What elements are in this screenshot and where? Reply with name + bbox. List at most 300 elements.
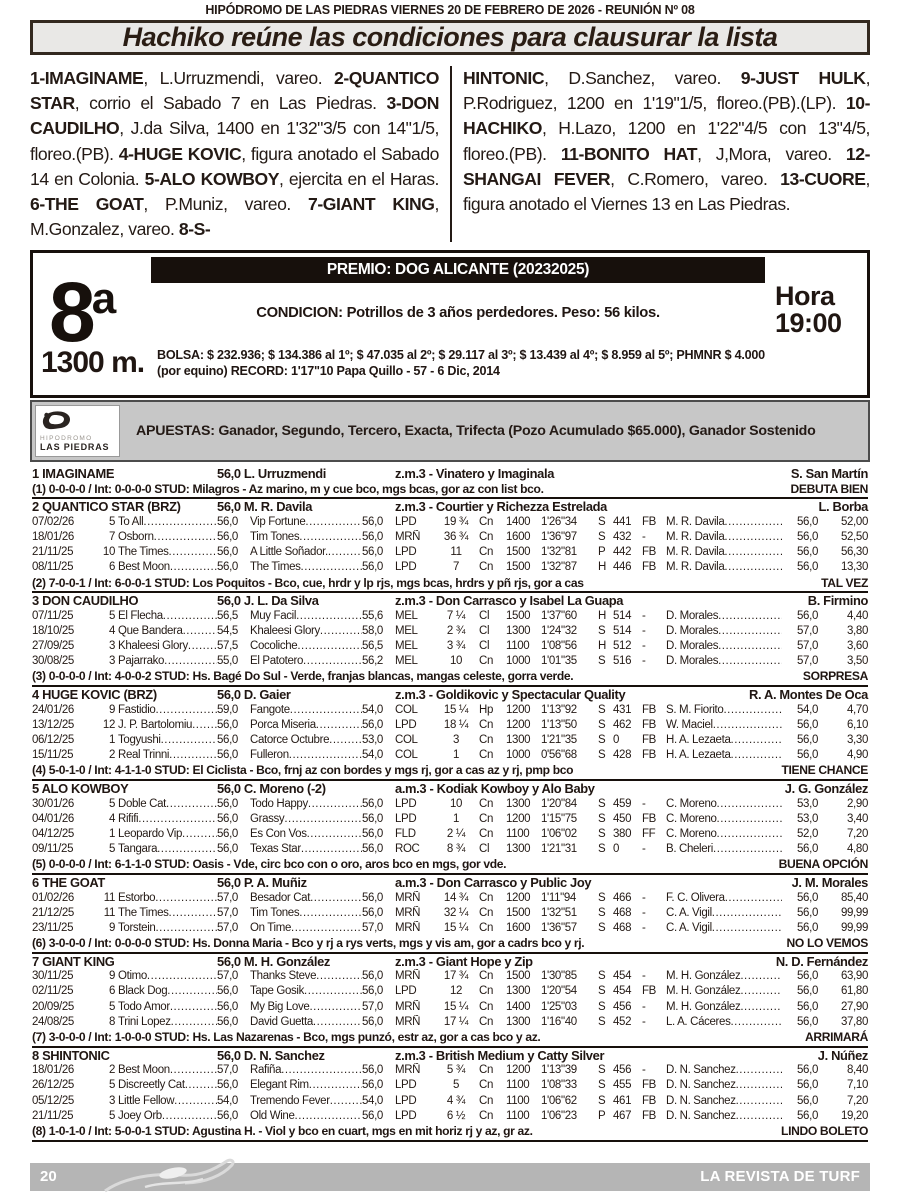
pp-position: 9 xyxy=(108,921,115,934)
past-performance-row xyxy=(32,891,868,906)
pp-distance: 1300 xyxy=(506,624,531,637)
pp-time: 1'24"32 xyxy=(541,624,577,637)
pp-jockey: M. R. Davila ..... xyxy=(666,515,782,530)
pp-rival1: Trini Lopez ..... xyxy=(118,1015,217,1030)
pp-shoes: FB xyxy=(642,1094,656,1107)
pp-rival2: Texas Star ..... xyxy=(250,842,362,857)
hora-block xyxy=(775,283,871,337)
pp-position: 5 xyxy=(108,1079,115,1092)
pp-carried-weight: 56,0 xyxy=(797,530,818,543)
pp-rival1: The Times ..... xyxy=(118,906,217,921)
pp-position: 5 xyxy=(108,797,115,810)
pp-margin: 15 ¼ xyxy=(443,1000,469,1013)
pp-date: 21/11/25 xyxy=(32,546,74,559)
pp-track: LPD xyxy=(395,985,417,998)
pp-weight2: 54,0 xyxy=(362,703,383,716)
pp-carried-weight: 57,0 xyxy=(797,640,818,653)
past-performance-row xyxy=(32,545,868,560)
horse-number: 7 xyxy=(32,953,39,969)
pp-rival2: Tape Gosik ..... xyxy=(250,984,362,999)
pp-rival1: J. P. Bartolomiu ..... xyxy=(118,718,217,733)
pp-weight1: 57,0 xyxy=(217,970,238,983)
pp-distance: 1100 xyxy=(506,827,530,840)
pp-track: COL xyxy=(395,734,418,747)
pp-odds: 19,20 xyxy=(840,1109,868,1122)
horse-number: 3 xyxy=(32,593,39,609)
pp-track: LPD xyxy=(395,797,417,810)
pp-carried-weight: 56,0 xyxy=(797,609,818,622)
past-performance-row xyxy=(32,1109,868,1124)
pp-track: LPD xyxy=(395,1109,417,1122)
pp-rival2: Fangote ..... xyxy=(250,703,362,718)
pp-race-type: Cn xyxy=(479,734,494,747)
pp-weight1: 57,0 xyxy=(217,891,238,904)
pp-rival1: Rififi ..... xyxy=(118,812,217,827)
pp-date: 26/12/25 xyxy=(32,1079,74,1092)
pp-shoes: FB xyxy=(642,812,656,825)
pp-rival1: El Flecha ..... xyxy=(118,609,217,624)
pp-weight1: 56,0 xyxy=(217,1015,238,1028)
pp-race-type: Cn xyxy=(479,1079,494,1092)
pp-race-type: Cn xyxy=(479,515,494,528)
pp-carried-weight: 53,0 xyxy=(797,797,818,810)
entry-header-row xyxy=(32,593,868,609)
pp-shoes: - xyxy=(642,624,646,637)
pp-carried-weight: 56,0 xyxy=(797,515,818,528)
pp-margin: 15 ¼ xyxy=(443,703,469,716)
pp-odds: 3,60 xyxy=(847,640,868,653)
pp-weight2: 54,0 xyxy=(362,1094,383,1107)
pp-rival2: Elegant Rim ..... xyxy=(250,1078,362,1093)
horse-name: IMAGINAME xyxy=(42,466,115,481)
entry-block xyxy=(32,499,868,593)
pp-position: 5 xyxy=(108,609,115,622)
pp-body-weight: 446 xyxy=(613,561,632,574)
pp-weight1: 56,0 xyxy=(217,546,238,559)
pp-time: 1'32"51 xyxy=(541,906,577,919)
pp-odds: 99,99 xyxy=(840,921,868,934)
horse-number: 6 xyxy=(32,874,39,890)
entry-block xyxy=(32,781,868,875)
pp-track: LPD xyxy=(395,1079,417,1092)
pp-odds: 56,30 xyxy=(840,546,868,559)
pp-time: 1'37"60 xyxy=(541,609,577,622)
pp-margin: 11 xyxy=(450,546,462,559)
pp-distance: 1200 xyxy=(506,703,531,716)
pp-weight1: 57,0 xyxy=(217,1064,238,1077)
pp-jockey: B. Cheleri ..... xyxy=(666,842,782,857)
pp-margin: 2 ¾ xyxy=(446,624,466,637)
pp-margin: 7 xyxy=(452,561,460,574)
pp-rival2: The Times ..... xyxy=(250,560,362,575)
pp-weight1: 57,0 xyxy=(217,921,238,934)
pp-distance: 1100 xyxy=(506,1094,530,1107)
pp-distance: 1200 xyxy=(506,812,531,825)
pp-rival2: Tim Tones ..... xyxy=(250,530,362,545)
horse-mention: 3-DON CAUDILHO xyxy=(30,93,439,139)
pp-track: COL xyxy=(395,749,418,762)
horse-mention: 13-CUORE xyxy=(780,168,866,189)
pp-shoes: - xyxy=(642,655,646,668)
pp-time: 1'21"31 xyxy=(541,843,577,856)
pp-race-type: Cl xyxy=(479,843,490,856)
pp-carried-weight: 56,0 xyxy=(797,561,818,574)
weight-jockey: 56,0 D. N. Sanchez xyxy=(217,1047,325,1063)
pp-body-weight: 514 xyxy=(613,624,632,637)
pp-time: 1'13"50 xyxy=(541,718,577,731)
horse-name: GIANT KING xyxy=(42,953,115,969)
pp-weight1: 56,0 xyxy=(217,812,238,825)
pp-time: 1'06"62 xyxy=(541,1094,577,1107)
pp-distance: 1200 xyxy=(506,1064,531,1077)
article-text: , ejercita en el Haras. xyxy=(279,168,439,189)
trainer-name: B. Firmino xyxy=(807,593,868,609)
past-performance-rows xyxy=(32,1063,868,1124)
stats-row xyxy=(32,1124,868,1140)
pp-rival2: Tremendo Fever ..... xyxy=(250,1094,362,1109)
pp-jockey: S. M. Fiorito ..... xyxy=(666,703,782,718)
pp-position: 3 xyxy=(108,1094,115,1107)
distance-text: 1300 m. xyxy=(41,346,145,379)
comment-text: LINDO BOLETO xyxy=(781,1123,868,1138)
pp-rival1: Tangara ..... xyxy=(118,842,217,857)
pp-odds: 85,40 xyxy=(840,891,868,904)
pp-jockey: D. N. Sanchez ..... xyxy=(666,1094,782,1109)
pp-weight2: 56,0 xyxy=(362,843,383,856)
horse-mention: 7-GIANT KING xyxy=(308,194,435,215)
stats-row xyxy=(32,1030,868,1046)
stats-text: (6) 3-0-0-0 / Int: 0-0-0-0 STUD: Hs. Donna Maria - Bco y rj a rys verts, mgs y vis am, gor a cadrs bco y rj. xyxy=(32,936,585,951)
stats-row xyxy=(32,763,868,779)
pp-date: 06/12/25 xyxy=(32,734,74,747)
horse-number: 8 xyxy=(32,1047,39,1063)
pp-time: 1'21"35 xyxy=(541,734,577,747)
pp-weight2: 57,0 xyxy=(362,1000,383,1013)
pp-weight1: 56,0 xyxy=(217,749,238,762)
pp-date: 30/11/25 xyxy=(32,970,74,983)
pp-odds: 27,90 xyxy=(840,1000,868,1013)
pp-jockey: D. N. Sanchez ..... xyxy=(666,1063,782,1078)
pp-odds: 3,30 xyxy=(847,734,868,747)
pp-odds: 7,20 xyxy=(847,1094,868,1107)
race-number-suffix: a xyxy=(91,274,117,323)
pp-rival1: Todo Amor ..... xyxy=(118,1000,217,1015)
pp-time: 1'06"23 xyxy=(541,1109,577,1122)
pp-track: LPD xyxy=(395,718,417,731)
pp-race-type: Cn xyxy=(479,985,494,998)
pp-body-weight: 454 xyxy=(613,985,632,998)
trainer-name: J. G. González xyxy=(784,781,868,796)
pp-position: 9 xyxy=(108,703,115,716)
premio-banner: PREMIO: DOG ALICANTE (20232025) xyxy=(151,257,765,283)
pp-time: 0'56"68 xyxy=(541,749,577,762)
pp-weight2: 56,0 xyxy=(362,1109,383,1122)
pp-weight1: 59,0 xyxy=(217,703,238,716)
pp-margin: 1 xyxy=(452,749,460,762)
horse-mention: 2-QUANTICO STAR xyxy=(30,68,439,114)
pp-position: 3 xyxy=(108,655,115,668)
pp-weight2: 56,0 xyxy=(362,718,383,731)
pp-race-type: Cn xyxy=(479,546,494,559)
article-right-column xyxy=(450,66,870,242)
past-performance-row xyxy=(32,733,868,748)
pp-race-type: Cn xyxy=(479,1064,494,1077)
pp-race-type: Cn xyxy=(479,1000,494,1013)
past-performance-row xyxy=(32,1000,868,1015)
entry-block xyxy=(32,466,868,499)
pp-odds: 3,50 xyxy=(847,655,868,668)
past-performance-row xyxy=(32,1078,868,1093)
pp-distance: 1100 xyxy=(506,1079,530,1092)
pp-position: 6 xyxy=(108,985,115,998)
past-performance-row xyxy=(32,984,868,999)
pp-carried-weight: 57,0 xyxy=(797,624,818,637)
past-performance-row xyxy=(32,842,868,857)
brand-name: LA REVISTA DE TURF xyxy=(700,1168,860,1185)
pp-rival2: Es Con Vos ..... xyxy=(250,827,362,842)
pp-track-condition: S xyxy=(598,1094,606,1107)
pp-date: 27/09/25 xyxy=(32,640,74,653)
pp-track: MRÑ xyxy=(395,1000,421,1013)
pp-shoes: - xyxy=(642,530,646,543)
pp-rival2: My Big Love ..... xyxy=(250,1000,362,1015)
pp-jockey: W. Maciel ..... xyxy=(666,718,782,733)
pp-carried-weight: 56,0 xyxy=(797,921,818,934)
pp-rival2: Tim Tones ..... xyxy=(250,906,362,921)
pp-track: MEL xyxy=(395,640,418,653)
pp-shoes: - xyxy=(642,970,646,983)
pp-weight2: 56,0 xyxy=(362,530,383,543)
trainer-name: L. Borba xyxy=(818,499,868,515)
pp-date: 30/08/25 xyxy=(32,655,74,668)
past-performance-row xyxy=(32,1015,868,1030)
past-performance-row xyxy=(32,1094,868,1109)
pedigree: z.m.3 - Goldikovic y Spectacular Quality xyxy=(395,687,626,703)
pp-time: 1'30"85 xyxy=(541,970,577,983)
weight-jockey: 56,0 L. Urruzmendi xyxy=(217,466,327,481)
pp-carried-weight: 52,0 xyxy=(797,827,818,840)
pp-carried-weight: 56,0 xyxy=(797,1079,818,1092)
pp-odds: 6,10 xyxy=(847,718,868,731)
pp-jockey: M. R. Davila ..... xyxy=(666,530,782,545)
pp-track-condition: S xyxy=(598,624,606,637)
pp-odds: 13,30 xyxy=(840,561,868,574)
race-card xyxy=(30,250,870,398)
pp-shoes: - xyxy=(642,1064,646,1077)
pp-rival2: Catorce Octubre ..... xyxy=(250,733,362,748)
pp-shoes: - xyxy=(642,906,646,919)
pp-weight1: 56,0 xyxy=(217,797,238,810)
pp-time: 1'01"35 xyxy=(541,655,577,668)
pp-margin: 12 xyxy=(449,985,463,998)
stats-row xyxy=(32,669,868,685)
pp-rival2: Rafiña ..... xyxy=(250,1063,362,1078)
pp-margin: 5 ¾ xyxy=(446,1064,466,1077)
pp-track: ROC xyxy=(395,843,420,856)
stats-text: (1) 0-0-0-0 / Int: 0-0-0-0 STUD: Milagros - Az marino, m y cue bco, mgs bcas, gor az con list bco. xyxy=(32,481,544,496)
apuestas-box xyxy=(30,400,870,462)
pp-margin: 36 ¾ xyxy=(443,530,469,543)
pp-carried-weight: 56,0 xyxy=(797,1109,818,1122)
pp-shoes: FB xyxy=(642,734,656,747)
horse-mention: 8-S- xyxy=(178,219,211,240)
pp-rival1: Estorbo ..... xyxy=(118,891,217,906)
horse-mention: 11-BONITO HAT xyxy=(560,143,698,164)
entry-header-row xyxy=(32,1048,868,1064)
entry-block xyxy=(32,954,868,1048)
pp-position: 1 xyxy=(108,734,115,747)
pp-track-condition: S xyxy=(598,970,606,983)
pp-track: MEL xyxy=(395,655,418,668)
pp-rival1: Togyushi ..... xyxy=(118,733,217,748)
horse-number: 2 xyxy=(32,499,39,515)
pp-jockey: D. N. Sanchez ..... xyxy=(666,1109,782,1124)
article-text: , H.Lazo, 1200 en 1'22"4/5 con 13"4/5, floreo.(PB). xyxy=(463,118,870,164)
pp-weight2: 55,6 xyxy=(362,609,383,622)
pp-time: 1'16"40 xyxy=(541,1015,577,1028)
pp-rival1: To All ..... xyxy=(118,515,217,530)
pp-odds: 4,80 xyxy=(847,843,868,856)
pp-body-weight: 456 xyxy=(613,1064,632,1077)
stats-text: (5) 0-0-0-0 / Int: 6-1-1-0 STUD: Oasis - Vde, circ bco con o oro, aros bco en mgs, gor vde. xyxy=(32,857,507,872)
article-text: , D.Sanchez, vareo. xyxy=(544,68,741,88)
horse-mention: 5-ALO KOWBOY xyxy=(144,168,280,189)
pp-track: LPD xyxy=(395,515,417,528)
pp-time: 1'15"75 xyxy=(541,812,577,825)
pp-body-weight: 432 xyxy=(613,530,632,543)
pp-track: LPD xyxy=(395,1094,417,1107)
pp-distance: 1300 xyxy=(506,797,531,810)
pp-carried-weight: 56,0 xyxy=(797,1064,818,1077)
pp-odds: 52,00 xyxy=(840,515,868,528)
pp-rival2: Porca Miseria ..... xyxy=(250,718,362,733)
entry-header-row xyxy=(32,954,868,970)
horse-mention: 12-SHANGAI FEVER xyxy=(463,143,870,189)
article-text: , L.Urruzmendi, vareo. xyxy=(143,68,335,88)
past-performance-row xyxy=(32,560,868,575)
pp-weight2: 57,0 xyxy=(362,921,383,934)
pp-rival1: Torstein ..... xyxy=(118,921,217,936)
comment-text: SORPRESA xyxy=(802,669,868,684)
past-performance-row xyxy=(32,906,868,921)
pp-track-condition: S xyxy=(598,718,606,731)
pp-distance: 1500 xyxy=(506,561,531,574)
pp-distance: 1400 xyxy=(506,1000,531,1013)
pp-weight1: 55,0 xyxy=(217,655,238,668)
pp-body-weight: 0 xyxy=(613,843,620,856)
pp-track: MRÑ xyxy=(395,1015,421,1028)
pp-rival2: Fulleron ..... xyxy=(250,748,362,763)
pp-time: 1'08"33 xyxy=(541,1079,577,1092)
pp-margin: 5 xyxy=(452,1079,460,1092)
pp-race-type: Hp xyxy=(479,703,494,716)
pp-shoes: - xyxy=(642,640,646,653)
past-performance-row xyxy=(32,703,868,718)
pp-odds: 3,40 xyxy=(847,812,868,825)
pp-carried-weight: 56,0 xyxy=(797,749,818,762)
pp-race-type: Cn xyxy=(479,970,494,983)
past-performance-row xyxy=(32,530,868,545)
pp-track: FLD xyxy=(395,827,416,840)
pedigree: z.m.3 - British Medium y Catty Silver xyxy=(395,1047,605,1063)
pp-jockey: C. Moreno ..... xyxy=(666,812,782,827)
pp-weight2: 56,0 xyxy=(362,1064,383,1077)
pp-carried-weight: 56,0 xyxy=(797,1094,818,1107)
pp-position: 5 xyxy=(108,1000,115,1013)
past-performance-row xyxy=(32,654,868,669)
page-number: 20 xyxy=(40,1168,57,1185)
pp-body-weight: 452 xyxy=(613,1015,632,1028)
entry-header-row xyxy=(32,687,868,703)
pp-shoes: - xyxy=(642,1000,646,1013)
pp-date: 24/08/25 xyxy=(32,1015,74,1028)
article-text: , P.Rodriguez, 1200 en 1'19"1/5, floreo.(PB).(LP). xyxy=(463,68,871,114)
pp-rival2: El Patotero ..... xyxy=(250,654,362,669)
pp-body-weight: 456 xyxy=(613,1000,632,1013)
pp-weight1: 56,0 xyxy=(217,843,238,856)
pp-race-type: Cn xyxy=(479,921,494,934)
pp-weight1: 56,0 xyxy=(217,1109,238,1122)
pp-track-condition: S xyxy=(598,797,606,810)
pp-position: 12 xyxy=(102,718,115,731)
comment-text: DEBUTA BIEN xyxy=(790,481,868,496)
pp-distance: 1000 xyxy=(506,655,531,668)
pp-date: 24/01/26 xyxy=(32,703,74,716)
logo-text-las-piedras: LAS PIEDRAS xyxy=(40,442,110,452)
pp-shoes: - xyxy=(642,891,646,904)
pp-margin: 19 ¾ xyxy=(443,515,469,528)
pp-carried-weight: 56,0 xyxy=(797,1015,818,1028)
horse-mention: 9-JUST HULK xyxy=(740,68,866,88)
pp-carried-weight: 56,0 xyxy=(797,734,818,747)
pp-body-weight: 380 xyxy=(613,827,632,840)
pp-body-weight: 442 xyxy=(613,546,632,559)
article-left-column xyxy=(30,66,450,242)
headline-box xyxy=(30,20,870,55)
pp-date: 04/12/25 xyxy=(32,827,74,840)
pp-weight1: 56,0 xyxy=(217,985,238,998)
pp-distance: 1300 xyxy=(506,1015,531,1028)
pp-distance: 1000 xyxy=(506,749,531,762)
pp-track-condition: S xyxy=(598,891,606,904)
weight-jockey: 56,0 C. Moreno (-2) xyxy=(217,781,326,796)
logo-text-hipodromo: HIPODROMO xyxy=(40,435,93,442)
pp-position: 3 xyxy=(108,640,115,653)
pp-shoes: - xyxy=(642,843,646,856)
pp-rival1: Little Fellow ..... xyxy=(118,1094,217,1109)
footer-bar xyxy=(30,1163,870,1191)
past-performance-row xyxy=(32,515,868,530)
pp-track-condition: S xyxy=(598,703,606,716)
pp-race-type: Cn xyxy=(479,1109,494,1122)
pp-margin: 32 ¼ xyxy=(443,906,469,919)
pp-position: 6 xyxy=(108,561,115,574)
pp-race-type: Cn xyxy=(479,797,494,810)
pp-position: 4 xyxy=(108,812,115,825)
stats-row xyxy=(32,857,868,873)
pp-odds: 7,10 xyxy=(847,1079,868,1092)
pp-weight1: 56,0 xyxy=(217,827,238,840)
pp-shoes: FB xyxy=(642,1079,656,1092)
hipodromo-logo xyxy=(35,405,120,457)
pp-distance: 1400 xyxy=(506,515,531,528)
pp-shoes: FB xyxy=(642,718,656,731)
pp-track-condition: H xyxy=(598,561,606,574)
condition-text: CONDICION: Potrillos de 3 años perdedores. Peso: 56 kilos. xyxy=(256,305,660,321)
pp-date: 21/11/25 xyxy=(32,1109,74,1122)
pp-weight2: 56,0 xyxy=(362,1015,383,1028)
pp-date: 30/01/26 xyxy=(32,797,74,810)
